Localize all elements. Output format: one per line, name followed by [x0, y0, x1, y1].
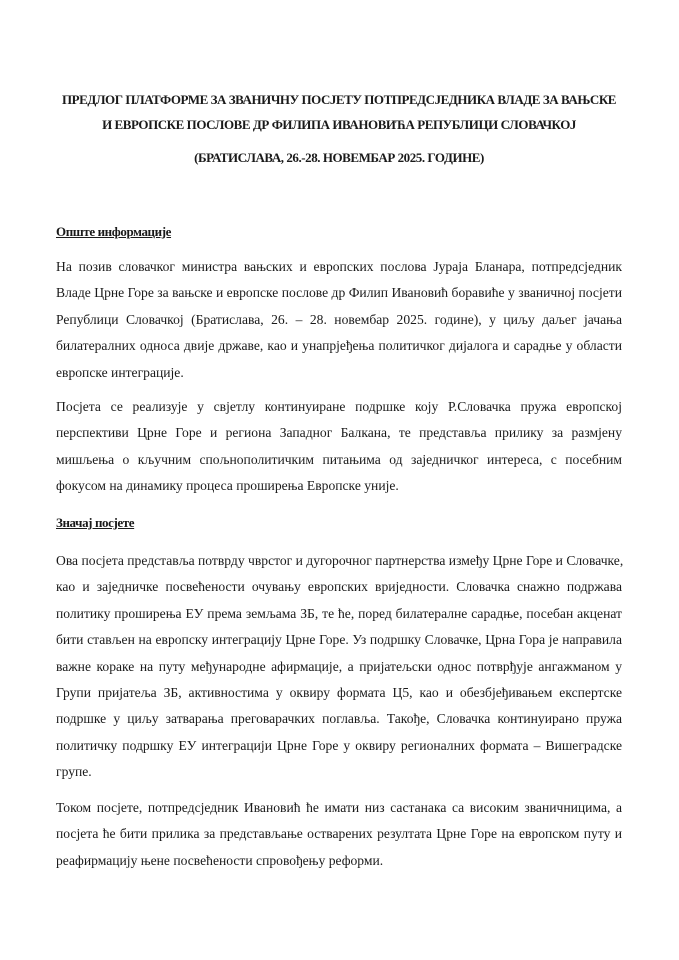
paragraph-general-2 — [56, 394, 622, 500]
text-line: перспективи Црне Горе и региона Западног Балкана, те представља прилику за размјену — [56, 425, 622, 441]
text-line: као и заједничке посвећености очувању европских вриједности. Словачка снажно подржава — [56, 579, 622, 595]
text-line: Владе Црне Горе за вањске и европске послове др Филип Ивановић боравиће у званичној посјети — [56, 285, 622, 301]
document-title-line-3: (БРАТИСЛАВА, 26.-28. НОВЕМБАР 2025. ГОДИНЕ) — [194, 150, 484, 165]
text-line: бити стављен на европску интеграцију Црне Горе. Уз подршку Словачке, Црна Гора је направила — [56, 632, 622, 648]
text-line: посјета ће бити прилика за представљање остварених резултата Црне Горе на европском путу и — [56, 826, 622, 842]
text-line: Републици Словачкој (Братислава, 26. – 28. новембар 2025. године), у циљу даљег јачања — [56, 311, 622, 327]
paragraph-significance-1 — [56, 548, 622, 786]
paragraph-general-1 — [56, 254, 622, 386]
text-line: мишљења о кључним спољнополитичким питањима од заједничког интереса, с посебним — [56, 451, 622, 467]
text-line: Групи пријатеља ЗБ, активностима у оквиру формата Ц5, као и обезбјеђивањем експертске — [56, 685, 622, 701]
text-line: реафирмацију њене посвећености спровођењу реформи. — [56, 852, 384, 868]
text-line: фокусом на динамику процеса проширења Европске уније. — [56, 478, 399, 494]
text-line: политику проширења ЕУ према земљама ЗБ, те ће, поред билатералне сарадње, посебан акценат — [56, 605, 622, 621]
section-heading-general-info: Опште информације — [56, 224, 172, 239]
text-line: Током посјете, потпредсједник Ивановић ће имати низ састанака са високим званичницима, а — [56, 800, 622, 815]
text-line: политичку подршку ЕУ интеграцији Црне Горе у оквиру регионалних формата – Вишеградске — [56, 737, 622, 753]
text-line: групе. — [56, 764, 92, 780]
document-title-line-1: ПРЕДЛОГ ПЛАТФОРМЕ ЗА ЗВАНИЧНУ ПОСЈЕТУ ПОТПРЕДСЈЕДНИКА ВЛАДЕ ЗА ВАЊСКЕ — [61, 92, 617, 107]
section-heading-visit-significance: Значај посјете — [56, 515, 135, 530]
text-line: Ова посјета представља потврду чврстог и дугорочног партнерства између Црне Горе и Словачке, — [56, 553, 624, 568]
text-line: Посјета се реализује у свјетлу континуиране подршке коју Р.Словачка пружа европској — [56, 399, 622, 414]
text-line: европске интеграције. — [56, 364, 184, 380]
text-line: билатералних односа двије државе, као и унапрјеђења политичког дијалога и сарадње у области — [56, 338, 622, 354]
text-line: подршке у циљу затварања преговарачких поглавља. Такође, Словачка континуирано пружа — [56, 711, 622, 727]
text-line: важне кораке на путу међународне афирмације, а пријатељски однос потврђује ангажманом у — [56, 658, 622, 674]
paragraph-significance-2 — [56, 795, 622, 874]
document-title-line-2: И ЕВРОПСКЕ ПОСЛОВЕ ДР ФИЛИПА ИВАНОВИЋА РЕПУБЛИЦИ СЛОВАЧКОЈ — [102, 117, 576, 132]
text-line: На позив словачког министра вањских и европских послова Јураја Бланара, потпредсједник — [56, 259, 622, 274]
